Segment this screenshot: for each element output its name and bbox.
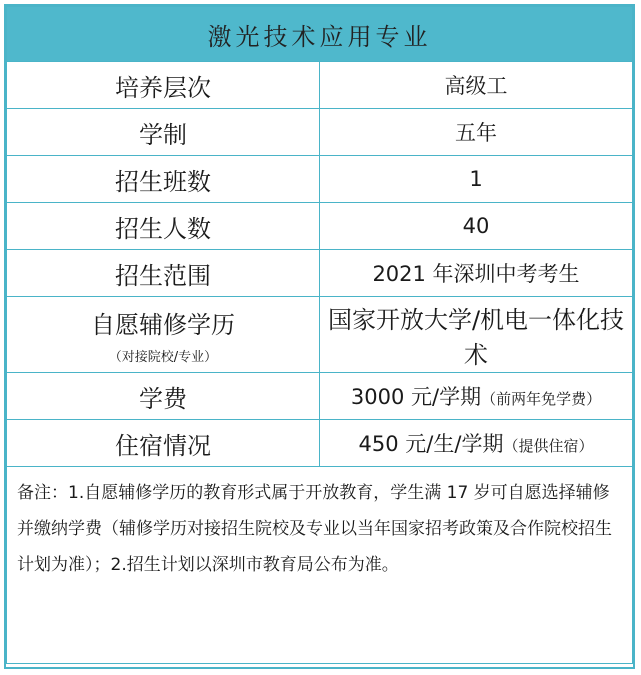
row-label: 招生班数 bbox=[7, 156, 320, 203]
row-value: 五年 bbox=[320, 109, 633, 156]
table-row bbox=[7, 203, 633, 250]
info-table bbox=[6, 6, 633, 664]
program-info-table bbox=[4, 4, 635, 669]
fee-note: （前两年免学费） bbox=[481, 390, 602, 408]
row-label: 招生范围 bbox=[7, 250, 320, 297]
row-label: 学制 bbox=[7, 109, 320, 156]
remark-cell bbox=[7, 467, 633, 664]
housing-value: 450 元/生/学期 bbox=[358, 432, 504, 456]
row-label: 培养层次 bbox=[7, 62, 320, 109]
fee-label: 学费 bbox=[7, 373, 320, 420]
degree-value: 国家开放大学/机电一体化技术 bbox=[320, 297, 633, 373]
table-row bbox=[7, 62, 633, 109]
table-row-remark bbox=[7, 467, 633, 664]
remark-text: 备注：1.自愿辅修学历的教育形式属于开放教育，学生满 17 岁可自愿选择辅修并缴纳学费（辅修学历对接招生院校及专业以当年国家招考政策及合作院校招生计划为准）；2.招生计划以深圳市教育局公布为准。 bbox=[17, 483, 612, 575]
table-row-degree bbox=[7, 297, 633, 373]
table-row bbox=[7, 156, 633, 203]
table-row-fee bbox=[7, 373, 633, 420]
row-value: 1 bbox=[320, 156, 633, 203]
row-value: 高级工 bbox=[320, 62, 633, 109]
housing-value-cell bbox=[320, 420, 633, 467]
housing-note: （提供住宿） bbox=[503, 437, 594, 455]
row-value: 40 bbox=[320, 203, 633, 250]
row-value: 2021 年深圳中考考生 bbox=[320, 250, 633, 297]
row-label: 招生人数 bbox=[7, 203, 320, 250]
degree-label: 自愿辅修学历 bbox=[91, 310, 235, 339]
table-row bbox=[7, 109, 633, 156]
fee-value-cell bbox=[320, 373, 633, 420]
table-row-housing bbox=[7, 420, 633, 467]
housing-label: 住宿情况 bbox=[7, 420, 320, 467]
degree-label-cell bbox=[7, 297, 320, 373]
table-row bbox=[7, 250, 633, 297]
degree-sublabel: （对接院校/专业） bbox=[108, 349, 218, 365]
fee-value: 3000 元/学期 bbox=[350, 385, 482, 409]
table-title: 激光技术应用专业 bbox=[7, 7, 633, 62]
